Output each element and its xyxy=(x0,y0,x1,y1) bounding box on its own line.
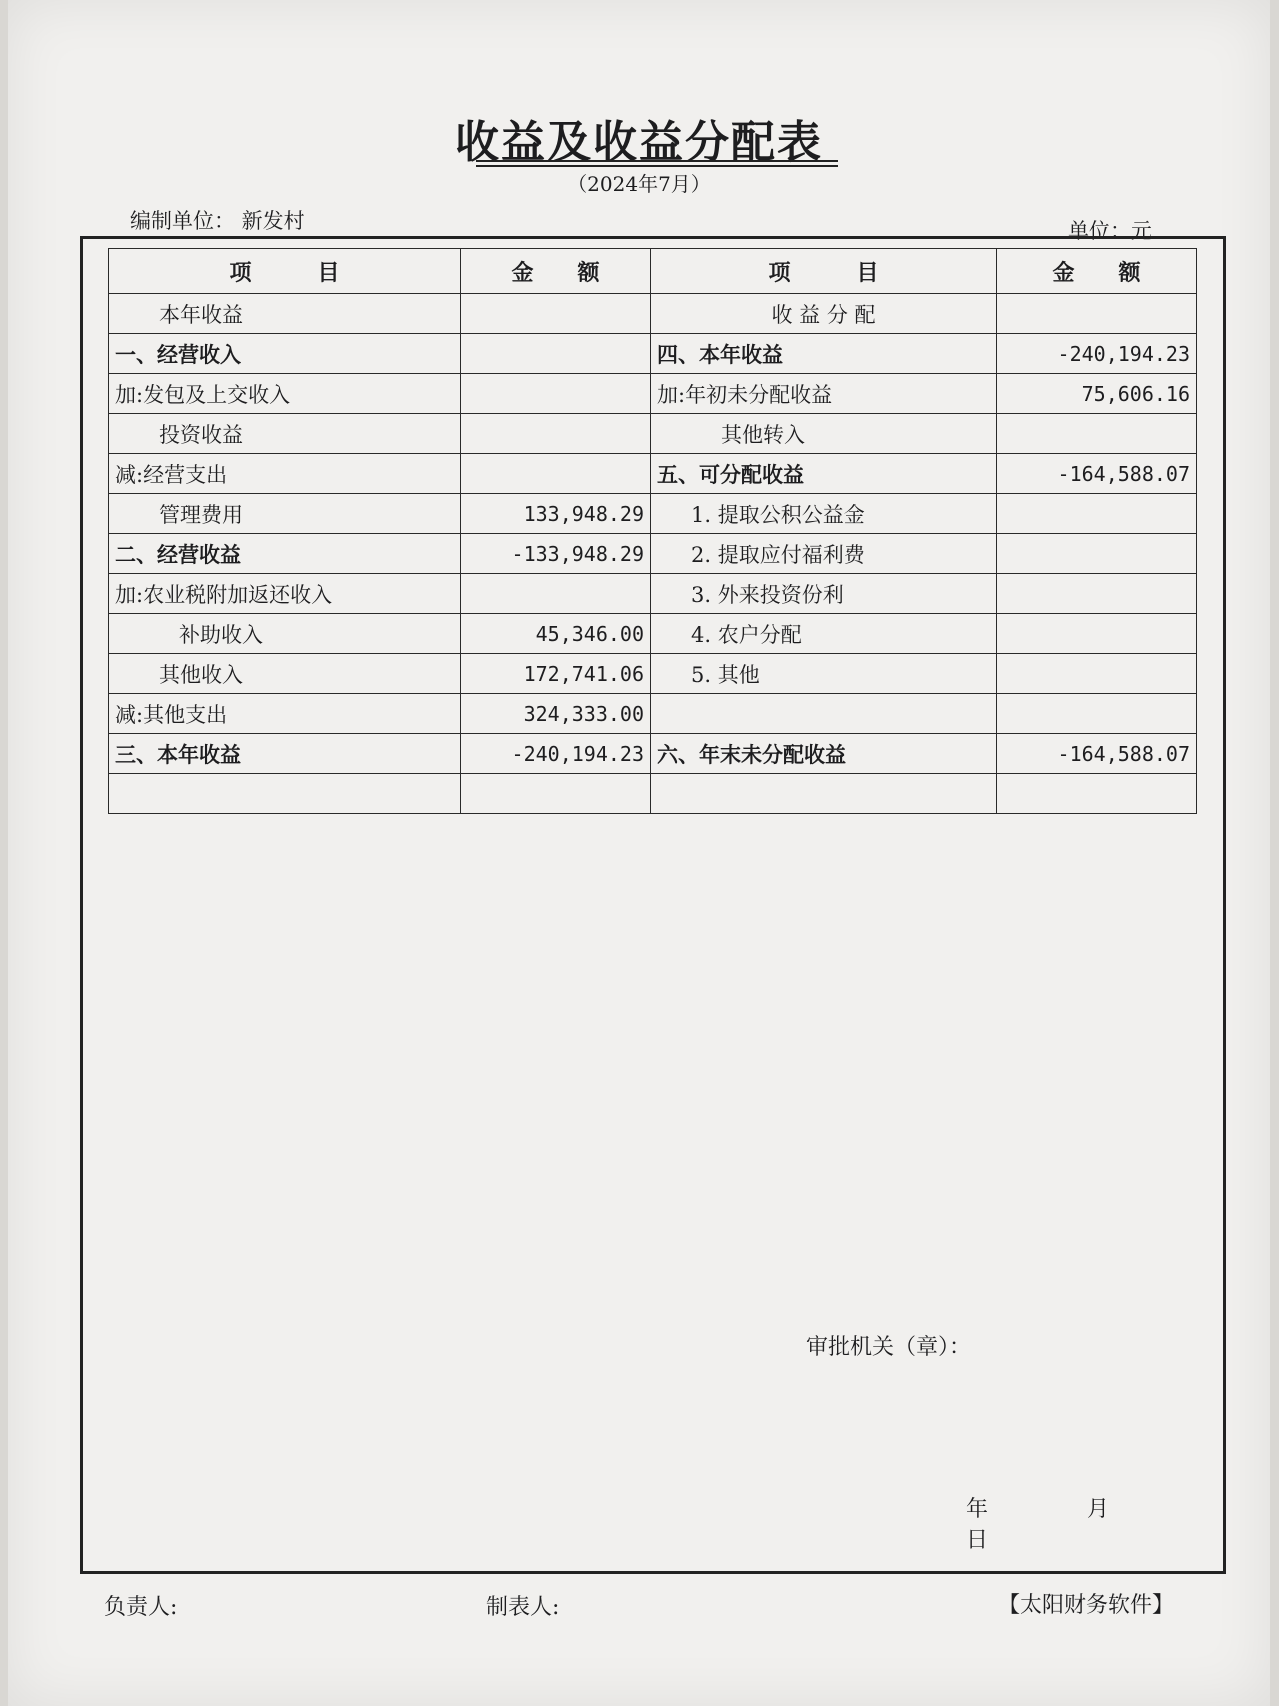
left-amount-cell xyxy=(461,294,651,334)
left-amount-cell xyxy=(461,414,651,454)
right-amount-cell xyxy=(997,694,1197,734)
right-item-cell: 5. 其他 xyxy=(651,654,997,694)
unit-label: 单位：元 xyxy=(1068,219,1152,243)
table-row xyxy=(109,774,1197,814)
table-row xyxy=(109,694,1197,734)
right-amount-cell: -240,194.23 xyxy=(997,334,1197,374)
left-item-cell: 补助收入 xyxy=(109,614,461,654)
report-title: 收益及收益分配表 xyxy=(455,117,823,168)
left-item-cell: 一、经营收入 xyxy=(109,334,461,374)
table-row xyxy=(109,734,1197,774)
left-item-cell: 减:其他支出 xyxy=(109,694,461,734)
left-amount-cell: 324,333.00 xyxy=(461,694,651,734)
report-page xyxy=(8,0,1270,1706)
prepared-by-label: 编制单位： 新发村 xyxy=(130,209,305,233)
right-amount-cell: -164,588.07 xyxy=(997,454,1197,494)
right-item-cell: 4. 农户分配 xyxy=(651,614,997,654)
right-item-cell: 1. 提取公积公益金 xyxy=(651,494,997,534)
left-amount-cell xyxy=(461,574,651,614)
date-year-label: 年 xyxy=(966,1497,989,1522)
right-item-cell: 四、本年收益 xyxy=(651,334,997,374)
report-period: （2024年7月） xyxy=(567,172,711,196)
date-day-label: 日 xyxy=(966,1528,989,1553)
left-item-cell: 管理费用 xyxy=(109,494,461,534)
table-row xyxy=(109,534,1197,574)
approval-authority-label: 审批机关（章）： xyxy=(806,1335,972,1360)
left-item-cell: 加:农业税附加返还收入 xyxy=(109,574,461,614)
left-item-cell: 投资收益 xyxy=(109,414,461,454)
left-amount-cell: 172,741.06 xyxy=(461,654,651,694)
right-item-cell: 其他转入 xyxy=(651,414,997,454)
right-amount-cell xyxy=(997,574,1197,614)
table-row xyxy=(109,334,1197,374)
left-item-cell: 减:经营支出 xyxy=(109,454,461,494)
right-amount-cell xyxy=(997,294,1197,334)
header-left-item: 项 目 xyxy=(109,249,461,294)
table-row xyxy=(109,654,1197,694)
header-right-amount: 金 额 xyxy=(997,249,1197,294)
software-label: 【太阳财务软件】 xyxy=(998,1593,1175,1618)
right-amount-cell xyxy=(997,774,1197,814)
right-item-cell: 五、可分配收益 xyxy=(651,454,997,494)
header-right-item: 项 目 xyxy=(651,249,997,294)
table-row xyxy=(109,494,1197,534)
header-left-amount: 金 额 xyxy=(461,249,651,294)
left-amount-cell xyxy=(461,454,651,494)
left-amount-cell: -240,194.23 xyxy=(461,734,651,774)
left-item-cell xyxy=(109,774,461,814)
table-row xyxy=(109,454,1197,494)
right-item-cell: 2. 提取应付福利费 xyxy=(651,534,997,574)
right-amount-cell xyxy=(997,614,1197,654)
left-amount-cell xyxy=(461,334,651,374)
right-amount-cell xyxy=(997,534,1197,574)
right-item-cell: 收 益 分 配 xyxy=(651,294,997,334)
left-item-cell: 其他收入 xyxy=(109,654,461,694)
right-item-cell: 3. 外来投资份利 xyxy=(651,574,997,614)
right-item-cell: 六、年末未分配收益 xyxy=(651,734,997,774)
approval-date xyxy=(966,1492,1270,1554)
right-amount-cell: 75,606.16 xyxy=(997,374,1197,414)
right-amount-cell xyxy=(997,494,1197,534)
preparer-label: 制表人: xyxy=(486,1595,560,1620)
right-item-cell xyxy=(651,774,997,814)
left-amount-cell: -133,948.29 xyxy=(461,534,651,574)
left-item-cell: 三、本年收益 xyxy=(109,734,461,774)
title-underline xyxy=(476,160,838,167)
table-header-row xyxy=(109,249,1197,294)
right-amount-cell xyxy=(997,414,1197,454)
left-amount-cell xyxy=(461,774,651,814)
right-item-cell xyxy=(651,694,997,734)
table-row xyxy=(109,574,1197,614)
right-amount-cell xyxy=(997,654,1197,694)
left-item-cell: 二、经营收益 xyxy=(109,534,461,574)
table-row xyxy=(109,294,1197,334)
left-item-cell: 加:发包及上交收入 xyxy=(109,374,461,414)
income-distribution-table xyxy=(108,248,1197,814)
left-amount-cell xyxy=(461,374,651,414)
right-amount-cell: -164,588.07 xyxy=(997,734,1197,774)
left-item-cell: 本年收益 xyxy=(109,294,461,334)
left-amount-cell: 133,948.29 xyxy=(461,494,651,534)
date-month-label: 月 xyxy=(1087,1497,1110,1522)
left-amount-cell: 45,346.00 xyxy=(461,614,651,654)
right-item-cell: 加:年初未分配收益 xyxy=(651,374,997,414)
table-row xyxy=(109,414,1197,454)
table-row xyxy=(109,614,1197,654)
responsible-person-label: 负责人: xyxy=(104,1595,178,1620)
table-row xyxy=(109,374,1197,414)
